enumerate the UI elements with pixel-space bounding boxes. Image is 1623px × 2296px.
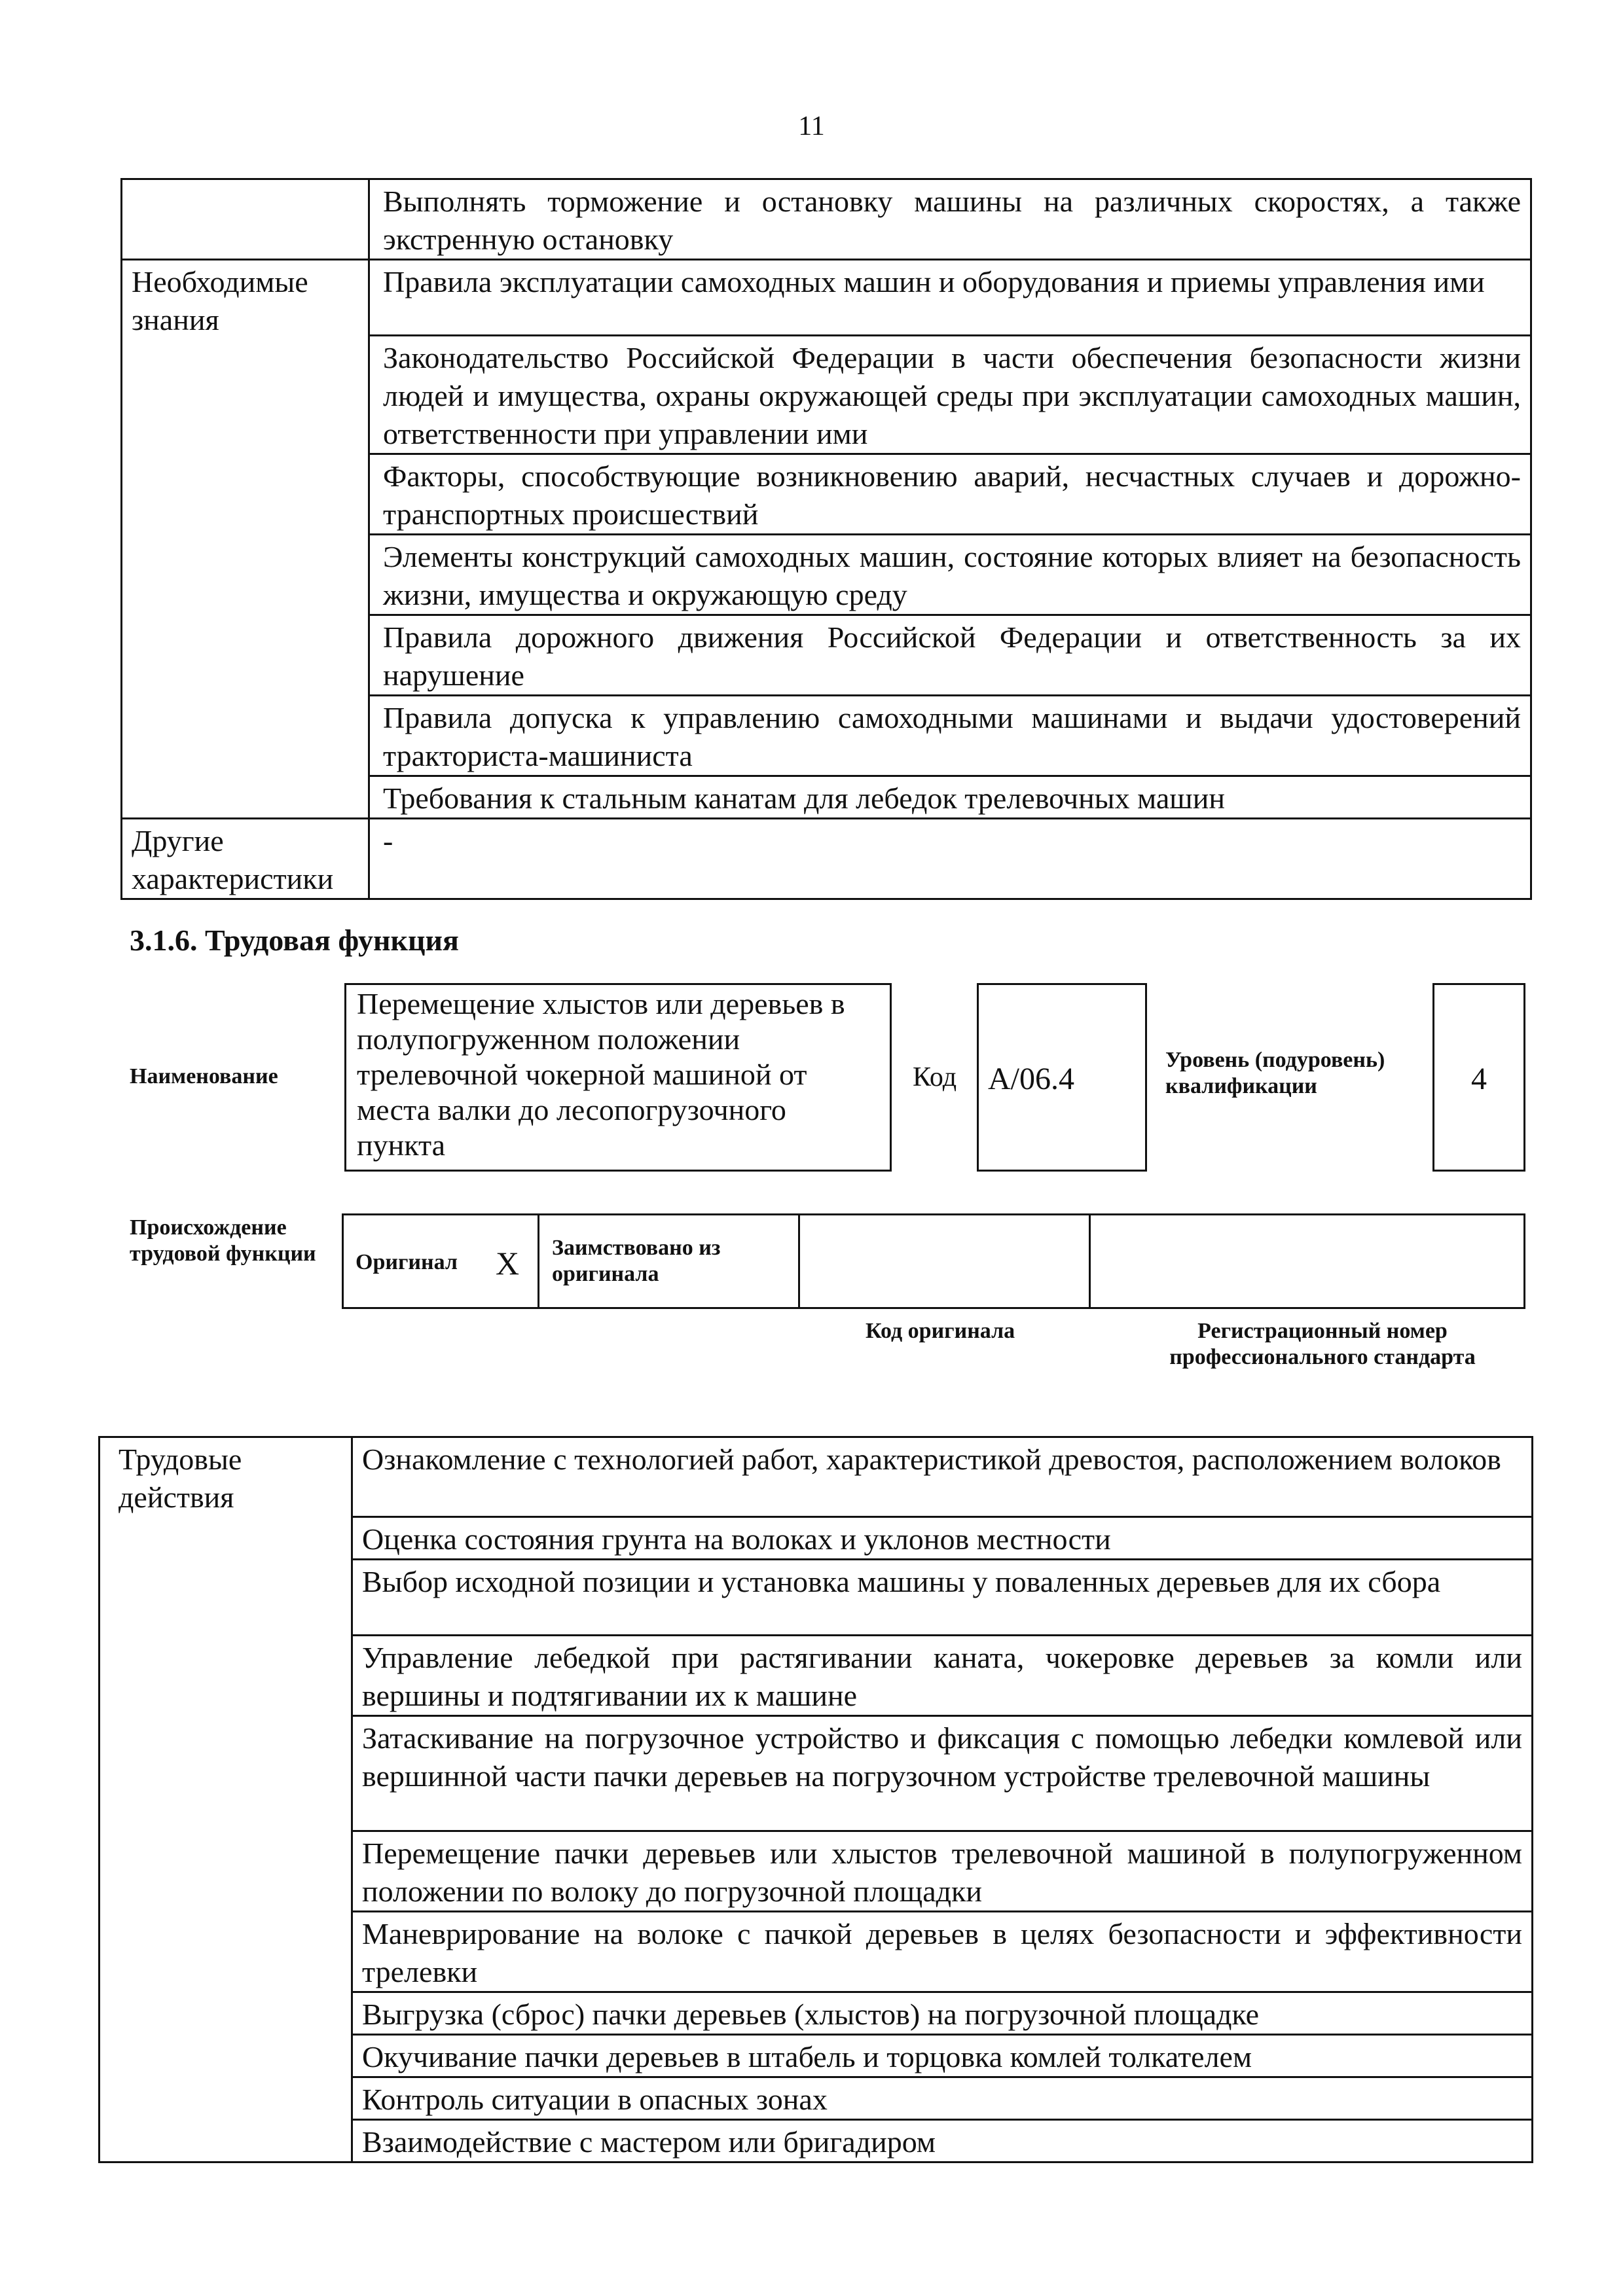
page-number: 11 [798, 111, 825, 141]
row-text: - [369, 819, 1531, 899]
code-value: А/06.4 [988, 1062, 1074, 1096]
original-mark: X [496, 1245, 520, 1282]
function-name-box [344, 983, 892, 1172]
row-text: Затаскивание на погрузочное устройство и фиксация с помощью лебедки комлевой или вершинной части пачки деревьев на погрузочном устройстве трелевочной машины [352, 1716, 1533, 1831]
code-label: Код [913, 1062, 957, 1092]
original-label: Оригинал [356, 1250, 458, 1274]
row-text: Управление лебедкой при растягивании каната, чокеровке деревьев за комли или вершины и подтягивании их к машине [352, 1636, 1533, 1716]
row-text: Оценка состояния грунта на волоках и уклонов местности [352, 1517, 1533, 1560]
actions-table [98, 1436, 1533, 2163]
row-text: Окучивание пачки деревьев в штабель и торцовка комлей толкателем [352, 2035, 1533, 2077]
section-title: 3.1.6. Трудовая функция [130, 924, 459, 957]
row-text: Взаимодействие с мастером или бригадиром [352, 2120, 1533, 2162]
table-row [122, 819, 1531, 899]
level-box [1432, 983, 1525, 1172]
knowledge-table [120, 178, 1532, 900]
origin-label: Происхождение трудовой функции [130, 1215, 316, 1266]
borrowed-label: Заимствовано из оригинала [552, 1236, 721, 1286]
original-code-caption: Код оригинала [866, 1319, 1015, 1343]
code-box [977, 983, 1147, 1172]
name-label: Наименование [130, 1064, 278, 1088]
row-text: Требования к стальным канатам для лебедок трелевочных машин [369, 776, 1531, 819]
row-label [122, 179, 369, 260]
row-label-other: Другие характеристики [122, 819, 369, 899]
row-text: Выгрузка (сброс) пачки деревьев (хлыстов) на погрузочной площадке [352, 1992, 1533, 2035]
row-text: Контроль ситуации в опасных зонах [352, 2077, 1533, 2120]
row-text: Маневрирование на волоке с пачкой деревьев в целях безопасности и эффективности трелевки [352, 1912, 1533, 1992]
function-name: Перемещение хлыстов или деревьев в полупогруженном положении трелевочной чокерной машиной от места валки до лесопогрузочного пункта [357, 987, 845, 1162]
row-text: Элементы конструкций самоходных машин, состояние которых влияет на безопасность жизни, имущества и окружающую среду [369, 535, 1531, 615]
level-value: 4 [1471, 1062, 1487, 1096]
table-row [100, 1437, 1533, 1517]
row-label-actions: Трудовые действия [100, 1437, 352, 2162]
divider [798, 1215, 800, 1307]
row-text: Выбор исходной позиции и установка машины у поваленных деревьев для их сбора [352, 1560, 1533, 1636]
row-text: Выполнять торможение и остановку машины на различных скоростях, а также экстренную остановку [369, 179, 1531, 260]
row-text: Факторы, способствующие возникновению аварий, несчастных случаев и дорожно-транспортных происшествий [369, 454, 1531, 535]
origin-row [342, 1213, 1525, 1309]
row-text: Перемещение пачки деревьев или хлыстов трелевочной машиной в полупогруженном положении по волоку до погрузочной площадки [352, 1831, 1533, 1912]
table-row [122, 179, 1531, 260]
row-text: Правила дорожного движения Российской Федерации и ответственность за их нарушение [369, 615, 1531, 696]
row-text: Правила эксплуатации самоходных машин и оборудования и приемы управления ими [369, 260, 1531, 336]
divider [538, 1215, 539, 1307]
level-label: Уровень (подуровень) квалификации [1165, 1048, 1385, 1098]
row-text: Правила допуска к управлению самоходными машинами и выдачи удостоверений тракториста-машиниста [369, 696, 1531, 776]
row-text: Законодательство Российской Федерации в части обеспечения безопасности жизни людей и имущества, охраны окружающей среды при эксплуатации самоходных машин, ответственности при управлении ими [369, 336, 1531, 454]
row-text: Ознакомление с технологией работ, характеристикой древостоя, расположением волоков [352, 1437, 1533, 1517]
table-row [122, 260, 1531, 336]
reg-number-caption: Регистрационный номер профессионального стандарта [1169, 1319, 1476, 1369]
row-label-knowledge: Необходимые знания [122, 260, 369, 819]
divider [1089, 1215, 1091, 1307]
